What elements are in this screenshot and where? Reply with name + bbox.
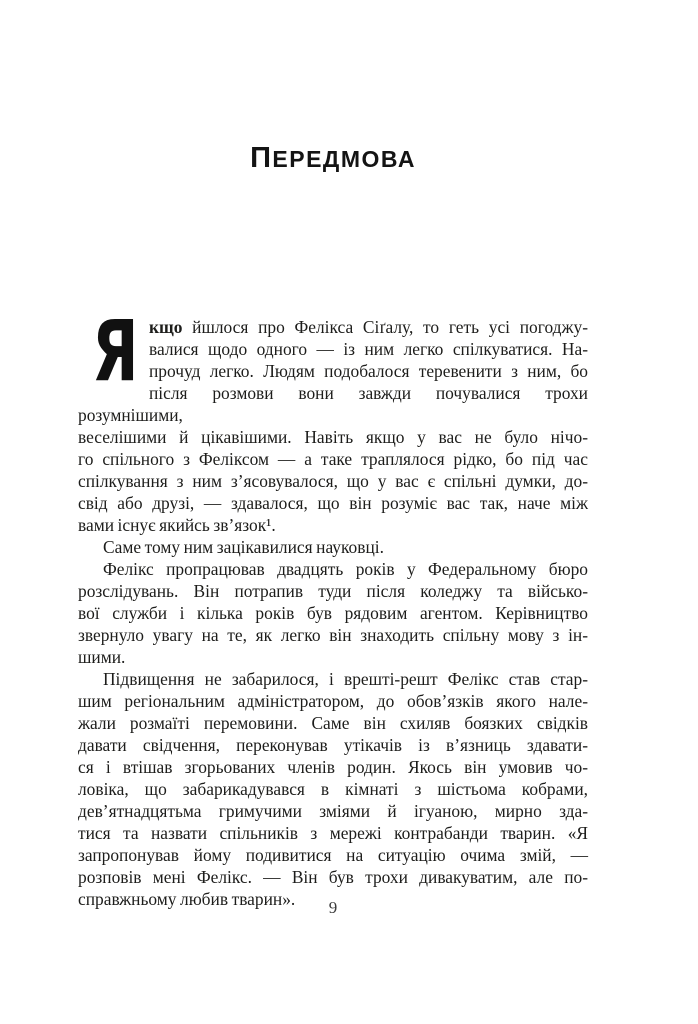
text-line: го спільного з Феліксом — а таке траплялося рідко, бо під час <box>78 449 588 469</box>
text-line: жали розмаїті перемовини. Саме він схиляв боязких свідків <box>78 713 588 733</box>
text-line: розповів мені Фелікс. — Він був трохи дивакуватим, але по- <box>78 867 588 887</box>
body-text <box>78 302 588 910</box>
chapter-title-initial: П <box>250 142 273 174</box>
text-line: валися щодо одного — із ним легко спілкуватися. На- <box>149 339 588 359</box>
text-line: ся і втішав згорьованих членів родин. Якось він умовив чо- <box>78 757 588 777</box>
paragraph <box>78 558 588 668</box>
text-line: після розмови вони завжди почувалися трохи розумнішими, <box>78 383 588 425</box>
text-line: спілкування з ним з’ясовувалося, що у вас є спільні думки, до- <box>78 471 588 491</box>
text-line: вої служби і кілька років був рядовим агентом. Керівництво <box>78 603 588 623</box>
drop-cap-letter: Я <box>92 302 139 400</box>
paragraph <box>78 536 588 558</box>
text-line: вами існує якийсь зв’язок¹. <box>78 515 276 535</box>
page-number: 9 <box>328 898 338 917</box>
text-line: розслідувань. Він потрапив туди після коледжу та військо- <box>78 581 588 601</box>
chapter-title-rest: ЕРЕДМОВА <box>272 146 416 172</box>
text-line: шим регіональним адміністратором, до обов’язків якого нале- <box>78 691 588 711</box>
chapter-title <box>78 141 588 176</box>
text-line: тися та назвати спільників з мережі контрабанди тварин. «Я <box>78 823 588 843</box>
text-line: Саме тому ним зацікавилися науковці. <box>103 537 384 557</box>
text-line: запропонував йому подивитися на ситуацію очима змій, — <box>78 845 588 865</box>
text-line: звернуло увагу на те, як легко він знаходить спільну мову з ін- <box>78 625 588 645</box>
text-line: веселішими й цікавішими. Навіть якщо у вас не було нічо- <box>78 427 588 447</box>
text-line: Підвищення не забарилося, і врешті-решт Фелікс став стар- <box>103 669 588 689</box>
lead-bold-word: кщо <box>149 317 183 337</box>
text-line: шими. <box>78 647 126 667</box>
text-line: дев’ятнадцятьма гримучими зміями й ігуаною, мирно зда- <box>78 801 588 821</box>
text-line: ловіка, що забарикадувався в кімнаті з шістьома кобрами, <box>78 779 588 799</box>
text-line: кщо йшлося про Фелікса Сіґалу, то геть усі погоджу- <box>149 317 588 337</box>
text-line: давати свідчення, переконував утікачів із в’язниць здавати- <box>78 735 588 755</box>
text-line: прочуд легко. Людям подобалося теревенити з ним, бо <box>149 361 588 381</box>
paragraph <box>78 302 588 536</box>
text-line: Фелікс пропрацював двадцять років у Федеральному бюро <box>103 559 588 579</box>
paragraph <box>78 668 588 910</box>
text-line: свід або друзі, — здавалося, що він розуміє вас так, наче між <box>78 493 588 513</box>
text-line: справжньому любив тварин». <box>78 889 296 909</box>
